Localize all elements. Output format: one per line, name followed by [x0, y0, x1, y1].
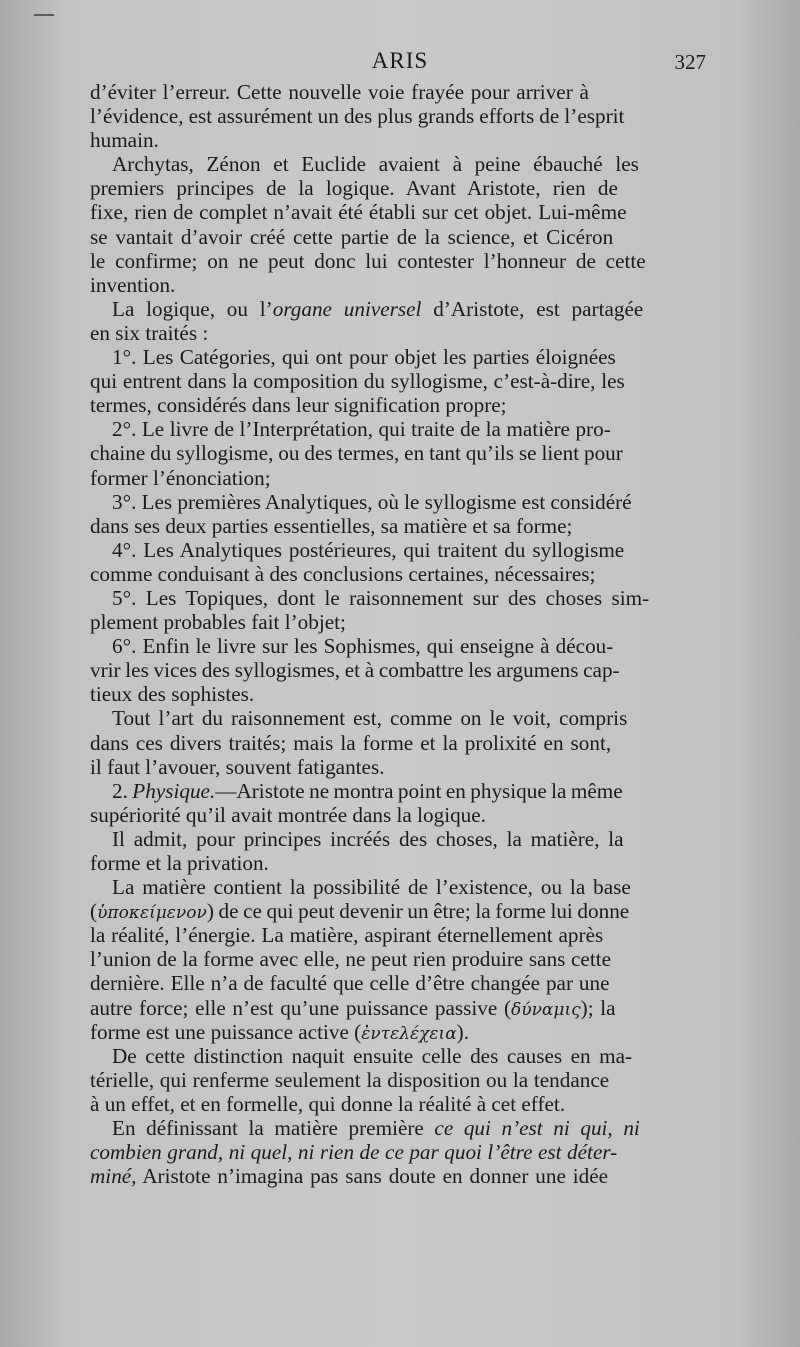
- text-line: plement probables fait l’objet;: [90, 610, 346, 635]
- text-line: humain.: [90, 128, 159, 153]
- text-line: la réalité, l’énergie. La matière, aspirant éternellement après: [90, 923, 604, 948]
- emphasis-text: combien grand, ni quel, ni rien de ce par quoi l’être est déter-: [90, 1140, 618, 1165]
- text-segment: forme est une puissance active (: [90, 1019, 362, 1044]
- greek-term: δύναμις: [511, 999, 581, 1020]
- text-line: [90, 1140, 700, 1164]
- list-item-line: 1°. Les Catégories, qui ont pour objet les parties éloignées: [112, 345, 616, 370]
- text-line: térielle, qui renferme seulement la disposition ou la tendance: [90, 1067, 610, 1092]
- body-text: [90, 80, 700, 1188]
- text-line: forme et la privation.: [90, 851, 269, 875]
- text-segment: ); la: [580, 995, 616, 1020]
- text-line: [90, 1164, 700, 1188]
- paragraph-start-line: Archytas, Zénon et Euclide avaient à peine ébauché les: [112, 152, 639, 177]
- text-segment: —Aristote ne montra point en physique la même: [215, 778, 623, 803]
- text-line: dans ses deux parties essentielles, sa matière et sa forme;: [90, 513, 573, 538]
- text-line: comme conduisant à des conclusions certaines, nécessaires;: [90, 561, 596, 586]
- text-line: vrir les vices des syllogismes, et à combattre les argumens cap-: [90, 658, 620, 683]
- list-item-line: 5°. Les Topiques, dont le raisonnement sur des choses sim-: [112, 585, 650, 610]
- greek-term: ὑποκείμενον: [97, 903, 207, 924]
- text-line: chaine du syllogisme, ou des termes, en tant qu’ils se lient pour: [90, 441, 623, 466]
- running-head: [0, 48, 800, 78]
- paragraph-start-line: [90, 1116, 700, 1140]
- paragraph-start-line: La matière contient la possibilité de l’existence, ou la base: [112, 875, 631, 900]
- text-line: [90, 899, 700, 923]
- text-segment: La logique, ou l’: [112, 296, 273, 321]
- text-line: dernière. Elle n’a de faculté que celle d’être changée par une: [90, 971, 610, 996]
- text-line: en six traités :: [90, 320, 209, 345]
- text-line: premiers principes de la logique. Avant Aristote, rien de: [90, 176, 618, 201]
- text-line: à un effet, et en formelle, qui donne la réalité à cet effet.: [90, 1091, 566, 1116]
- text-line: l’union de la forme avec elle, ne peut rien produire sans cette: [90, 947, 611, 972]
- text-segment: (: [90, 899, 98, 924]
- paragraph-start-line: [90, 297, 700, 321]
- text-line: il faut l’avouer, souvent fatigantes.: [90, 754, 385, 779]
- paragraph-start-line: Tout l’art du raisonnement est, comme on le voit, compris: [112, 706, 628, 731]
- emphasis-text: organe universel: [272, 296, 422, 321]
- text-line: qui entrent dans la composition du syllogisme, c’est-à-dire, les: [90, 369, 625, 394]
- emphasis-text: miné,: [90, 1164, 137, 1189]
- text-segment: 2.: [112, 778, 133, 803]
- text-segment: d’Aristote, est partagée: [421, 296, 644, 321]
- text-line: fixe, rien de complet n’avait été établi sur cet objet. Lui-même: [90, 200, 627, 225]
- list-item-line: 4°. Les Analytiques postérieures, qui traitent du syllogisme: [112, 537, 625, 562]
- section-heading-line: [90, 779, 700, 803]
- text-segment: Aristote n’imagina pas sans doute en donner une idée: [136, 1164, 609, 1189]
- list-item-line: 6°. Enfin le livre sur les Sophismes, qui enseigne à décou-: [112, 634, 614, 659]
- page-mark: [34, 14, 54, 16]
- text-line: former l’énonciation;: [90, 465, 271, 490]
- paragraph-start-line: Il admit, pour principes incréés des choses, la matière, la: [112, 826, 624, 851]
- text-segment: autre force; elle n’est qu’une puissance passive (: [90, 995, 512, 1020]
- list-item-line: 2°. Le livre de l’Interprétation, qui traite de la matière pro-: [112, 417, 611, 442]
- greek-term: ἐντελέχεια: [361, 1023, 457, 1044]
- page-number: 327: [674, 50, 706, 74]
- text-segment: En définissant la matière première: [112, 1116, 435, 1141]
- text-line: dans ces divers traités; mais la forme et la prolixité en sont,: [90, 730, 612, 755]
- text-line: invention.: [90, 272, 176, 297]
- text-segment: ).: [456, 1019, 470, 1044]
- list-item-line: 3°. Les premières Analytiques, où le syllogisme est considéré: [112, 489, 632, 514]
- running-title: ARIS: [371, 48, 429, 73]
- text-line: [90, 1020, 700, 1044]
- text-line: supériorité qu’il avait montrée dans la logique.: [90, 802, 486, 827]
- text-line: tieux des sophistes.: [90, 682, 255, 707]
- text-line: termes, considérés dans leur signification propre;: [90, 393, 507, 418]
- text-line: le confirme; on ne peut donc lui contester l’honneur de cette: [90, 248, 646, 273]
- text-line: l’évidence, est assurément un des plus grands efforts de l’esprit: [90, 104, 625, 129]
- text-line: se vantait d’avoir créé cette partie de la science, et Cicéron: [90, 224, 614, 249]
- section-title: Physique.: [132, 778, 216, 803]
- emphasis-text: ce qui n’est ni qui, ni: [434, 1116, 640, 1141]
- text-line: d’éviter l’erreur. Cette nouvelle voie frayée pour arriver à: [90, 80, 589, 104]
- paragraph-start-line: De cette distinction naquit ensuite celle des causes en ma-: [112, 1043, 633, 1068]
- text-line: [90, 996, 700, 1020]
- text-segment: ) de ce qui peut devenir un être; la forme lui donne: [206, 899, 630, 924]
